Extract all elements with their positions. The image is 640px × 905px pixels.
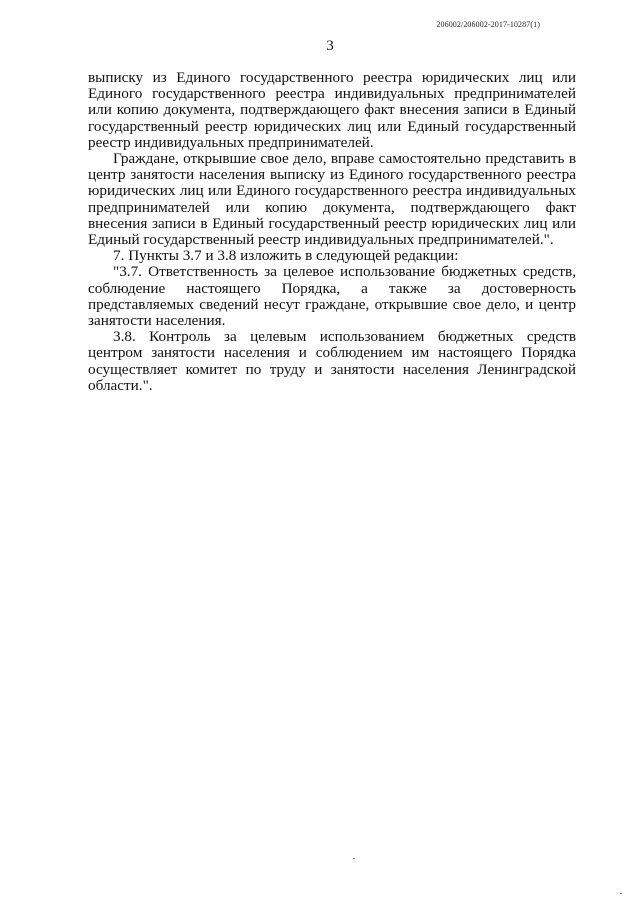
- paragraph-citizens-right: Граждане, открывшие свое дело, вправе самостоятельно представить в центр занятости населения выписку из Единого государственного реестра юридических лиц или Единого государственного реестра индивидуальных предпринимателей или копию документа, подтверждающего факт внесения записи в Единый государственный реестр юридических лиц или Единый государственный реестр индивидуальных предпринимателей.".: [88, 150, 576, 249]
- paragraph-registry-extract: выписку из Единого государственного реестра юридических лиц или Единого государственного реестра индивидуальных предпринимателей или копию документа, подтверждающего факт внесения записи в Единый государственный реестр юридических лиц или Единый государственный реестр индивидуальных предпринимателей.: [88, 69, 576, 151]
- scan-speck: [353, 858, 355, 859]
- scan-speck: [620, 893, 622, 894]
- page-number: 3: [326, 38, 334, 54]
- paragraph-item-7: 7. Пункты 3.7 и 3.8 изложить в следующей редакции:: [113, 247, 459, 265]
- paragraph-item-3-8: 3.8. Контроль за целевым использованием бюджетных средств центром занятости населения и соблюдением им настоящего Порядка осуществляет комитет по труду и занятости населения Ленинградской области.".: [88, 328, 576, 394]
- paragraph-item-3-7: "3.7. Ответственность за целевое использование бюджетных средств, соблюдение настоящего Порядка, а также за достоверность представляемых сведений несут граждане, открывшие свое дело, и центр занятости населения.: [88, 263, 576, 330]
- body-text: [88, 70, 576, 394]
- document-id: 206002/206002-2017-10287(1): [436, 20, 540, 29]
